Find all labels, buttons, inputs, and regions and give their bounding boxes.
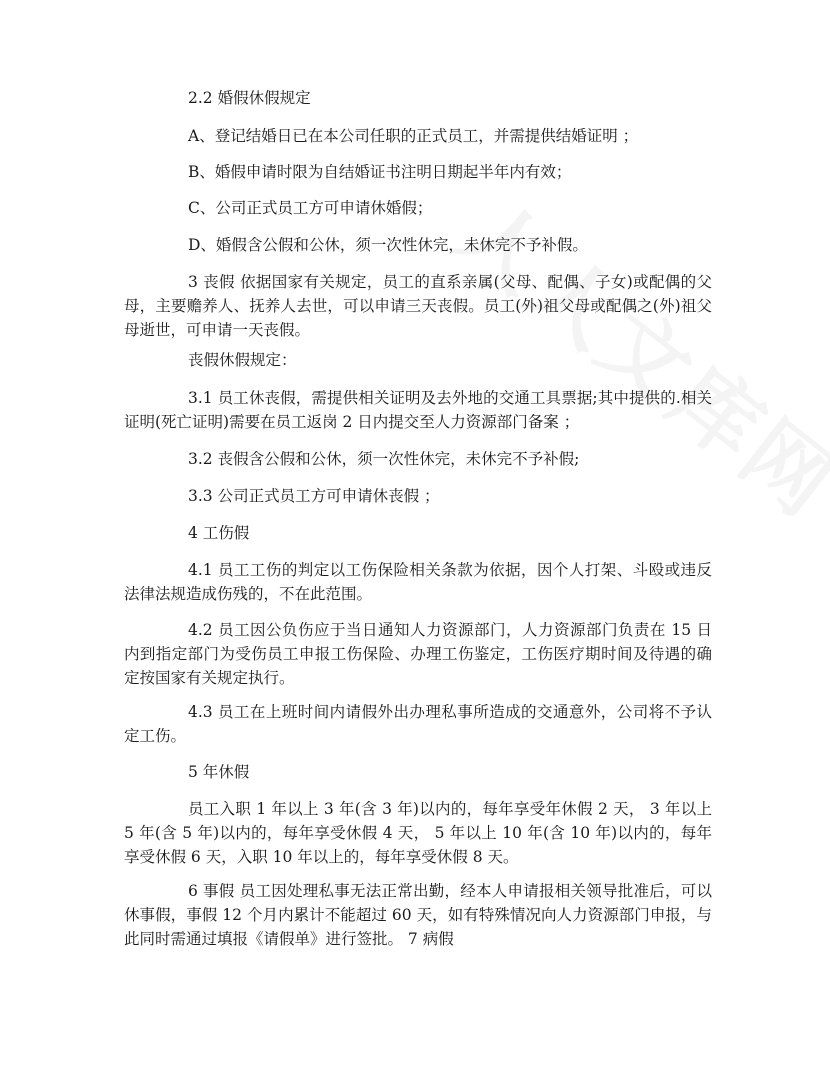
paragraph-3-2: 3.2 丧假含公假和公休，须一次性休完，未休完不予补假; xyxy=(188,450,580,468)
section-heading-2-2: 2.2 婚假休假规定 xyxy=(188,89,311,107)
paragraph-4-1: 4.1 员工工伤的判定以工伤保险相关条款为依据，因个人打架、斗殴或违反法律法规造成伤残的，不在此范围。 xyxy=(124,561,712,603)
paragraph-bereavement-leave: 3 丧假 依据国家有关规定，员工的直系亲属(父母、配偶、子女)或配偶的父母，主要赡养人、抚养人去世，可以申请三天丧假。员工(外)祖父母或配偶之(外)祖父母逝世，可申请一天丧假。 xyxy=(124,273,712,339)
paragraph-annual-leave-rules: 员工入职 1 年以上 3 年(含 3 年)以内的，每年享受年休假 2 天， 3 年以上 5 年(含 5 年)以内的，每年享受休假 4 天， 5 年以上 10 年(含 10 年)以内的，每年享受休假 6 天，入职 10 年以上的，每年享受休假 8 天。 xyxy=(124,800,712,866)
paragraph-4-3: 4.3 员工在上班时间内请假外出办理私事所造成的交通意外，公司将不予认定工伤。 xyxy=(124,703,712,745)
paragraph-item-d: D、婚假含公假和公休，须一次性休完，未休完不予补假。 xyxy=(188,236,588,254)
section-heading-work-injury: 4 工伤假 xyxy=(188,524,250,542)
paragraph-item-b: B、婚假申请时限为自结婚证书注明日期起半年内有效； xyxy=(188,163,572,181)
section-heading-bereavement-rules: 丧假休假规定： xyxy=(188,351,297,369)
paragraph-3-1: 3.1 员工休丧假，需提供相关证明及去外地的交通工具票据;其中提供的.相关证明(死亡证明)需要在员工返岗 2 日内提交至人力资源部门备案 ； xyxy=(124,389,712,431)
paragraph-item-c: C、公司正式员工方可申请休婚假； xyxy=(188,199,433,217)
section-heading-annual-leave: 5 年休假 xyxy=(188,763,250,781)
paragraph-4-2: 4.2 员工因公负伤应于当日通知人力资源部门，人力资源部门负责在 15 日内到指定部门为受伤员工申报工伤保险、办理工伤鉴定，工伤医疗期时间及待遇的确定按国家有关规定执行。 xyxy=(124,621,712,687)
paragraph-personal-leave: 6 事假 员工因处理私事无法正常出勤，经本人申请报相关领导批准后，可以休事假，事假 12 个月内累计不能超过 60 天，如有特殊情况向人力资源部门申报，与此同时需通过填报《请假单》进行签批。 7 病假 xyxy=(124,882,712,948)
paragraph-3-3: 3.3 公司正式员工方可申请休丧假 ； xyxy=(188,487,440,505)
paragraph-item-a: A、登记结婚日已在本公司任职的正式员工，并需提供结婚证明 ； xyxy=(188,127,639,145)
